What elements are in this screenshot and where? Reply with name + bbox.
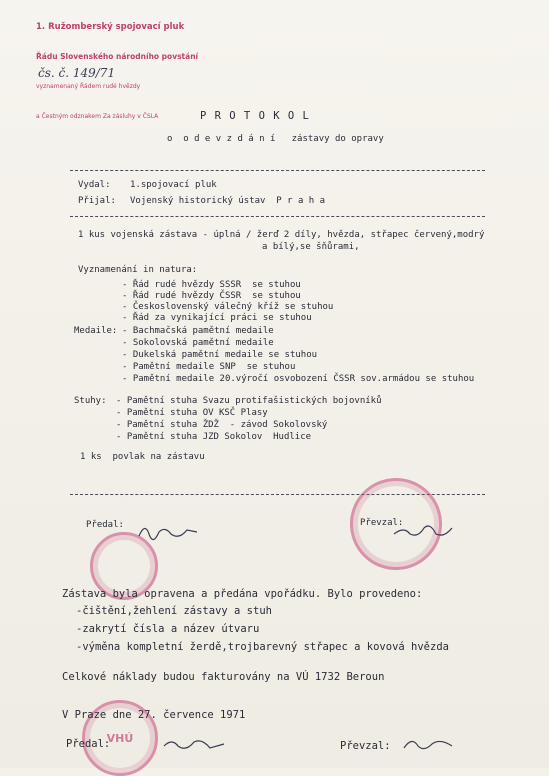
- vydal-value: 1.spojovací pluk: [130, 180, 217, 190]
- body-line: -zakrytí čísla a název útvaru: [76, 623, 260, 635]
- medaile-item: - Pamětní medaile 20.výročí osvobození ČSSR sov.armádou se stuhou: [122, 374, 475, 384]
- prijal-label: Přijal:: [78, 196, 116, 206]
- divider-top: [70, 170, 485, 171]
- item-line-2: a bílý,se šňůrami,: [262, 242, 360, 252]
- stuhy-item: - Pamětní stuha Svazu protifašistických bojovníků: [116, 396, 382, 406]
- signature-icon: [390, 520, 464, 544]
- body-line: -výměna kompletní žerdě,trojbarevný střapec a kovová hvězda: [76, 641, 449, 653]
- medaile-item: - Pamětní medaile SNP se stuhou: [122, 362, 296, 372]
- vyznamenani-item: - Řád rudé hvězdy SSSR se stuhou: [122, 280, 301, 290]
- stamp-line-2: Řádu Slovenského národního povstání: [36, 52, 199, 61]
- medaile-item: - Bachmačská pamětní medaile: [122, 326, 274, 336]
- vyznamenani-heading: Vyznamenání in natura:: [78, 265, 198, 275]
- body-line: -čištění,žehlení zástavy a stuh: [76, 605, 272, 617]
- signature-icon: [400, 734, 460, 756]
- medaile-item: - Dukelská pamětní medaile se stuhou: [122, 350, 318, 360]
- stamp-line-4: a Čestným odznakem Za zásluhy v ČSLA: [36, 113, 159, 120]
- prevzal-label: Převzal:: [360, 518, 404, 528]
- prevzal-label-2: Převzal:: [340, 740, 391, 752]
- stamp-line-1: 1. Ružomberský spojovací pluk: [36, 22, 185, 32]
- costs-line: Celkové náklady budou fakturovány na VÚ 1732 Beroun: [62, 671, 385, 683]
- medaile-item: - Sokolovská pamětní medaile: [122, 338, 274, 348]
- item-line-1: 1 kus vojenská zástava - úplná / žerď 2 díly, hvězda, střapec červený,modrý: [78, 230, 485, 240]
- document-title: P R O T O K O L: [200, 110, 310, 122]
- stamp-line-3: vyznamenaný Řádem rudé hvězdy: [36, 83, 141, 90]
- vyznamenani-item: - Československý válečný kříž se stuhou: [122, 302, 334, 312]
- reference-number: čs. č. 149/71: [38, 66, 116, 80]
- date-line: V Praze dne 27. července 1971: [62, 709, 246, 721]
- signature-icon: [135, 520, 205, 546]
- vyznamenani-item: - Řád za vynikající práci se stuhou: [122, 313, 312, 323]
- stuhy-item: - Pamětní stuha ŽDŽ - závod Sokolovský: [116, 420, 328, 430]
- document-subtitle: o o d e v z d á n í zástavy do opravy: [167, 134, 384, 144]
- vydal-label: Vydal:: [78, 180, 111, 190]
- prijal-value: Vojenský historický ústav P r a h a: [130, 196, 326, 206]
- stuhy-item: - Pamětní stuha JZD Sokolov Hudlice: [116, 432, 312, 442]
- signature-icon: [160, 734, 230, 756]
- vyznamenani-item: - Řád rudé hvězdy ČSSR se stuhou: [122, 291, 301, 301]
- body-line: Zástava byla opravena a předána vpořádku. Bylo provedeno:: [62, 588, 423, 600]
- stuhy-label: Stuhy:: [74, 396, 107, 406]
- divider-2: [70, 216, 485, 217]
- predal-label-2: Předal:: [66, 738, 111, 750]
- predal-label: Předal:: [86, 520, 124, 530]
- medaile-label: Medaile:: [74, 326, 118, 336]
- povlak-line: 1 ks povlak na zástavu: [80, 452, 205, 462]
- stuhy-item: - Pamětní stuha OV KSČ Plasy: [116, 408, 268, 418]
- seal-text: VHÚ: [106, 732, 134, 746]
